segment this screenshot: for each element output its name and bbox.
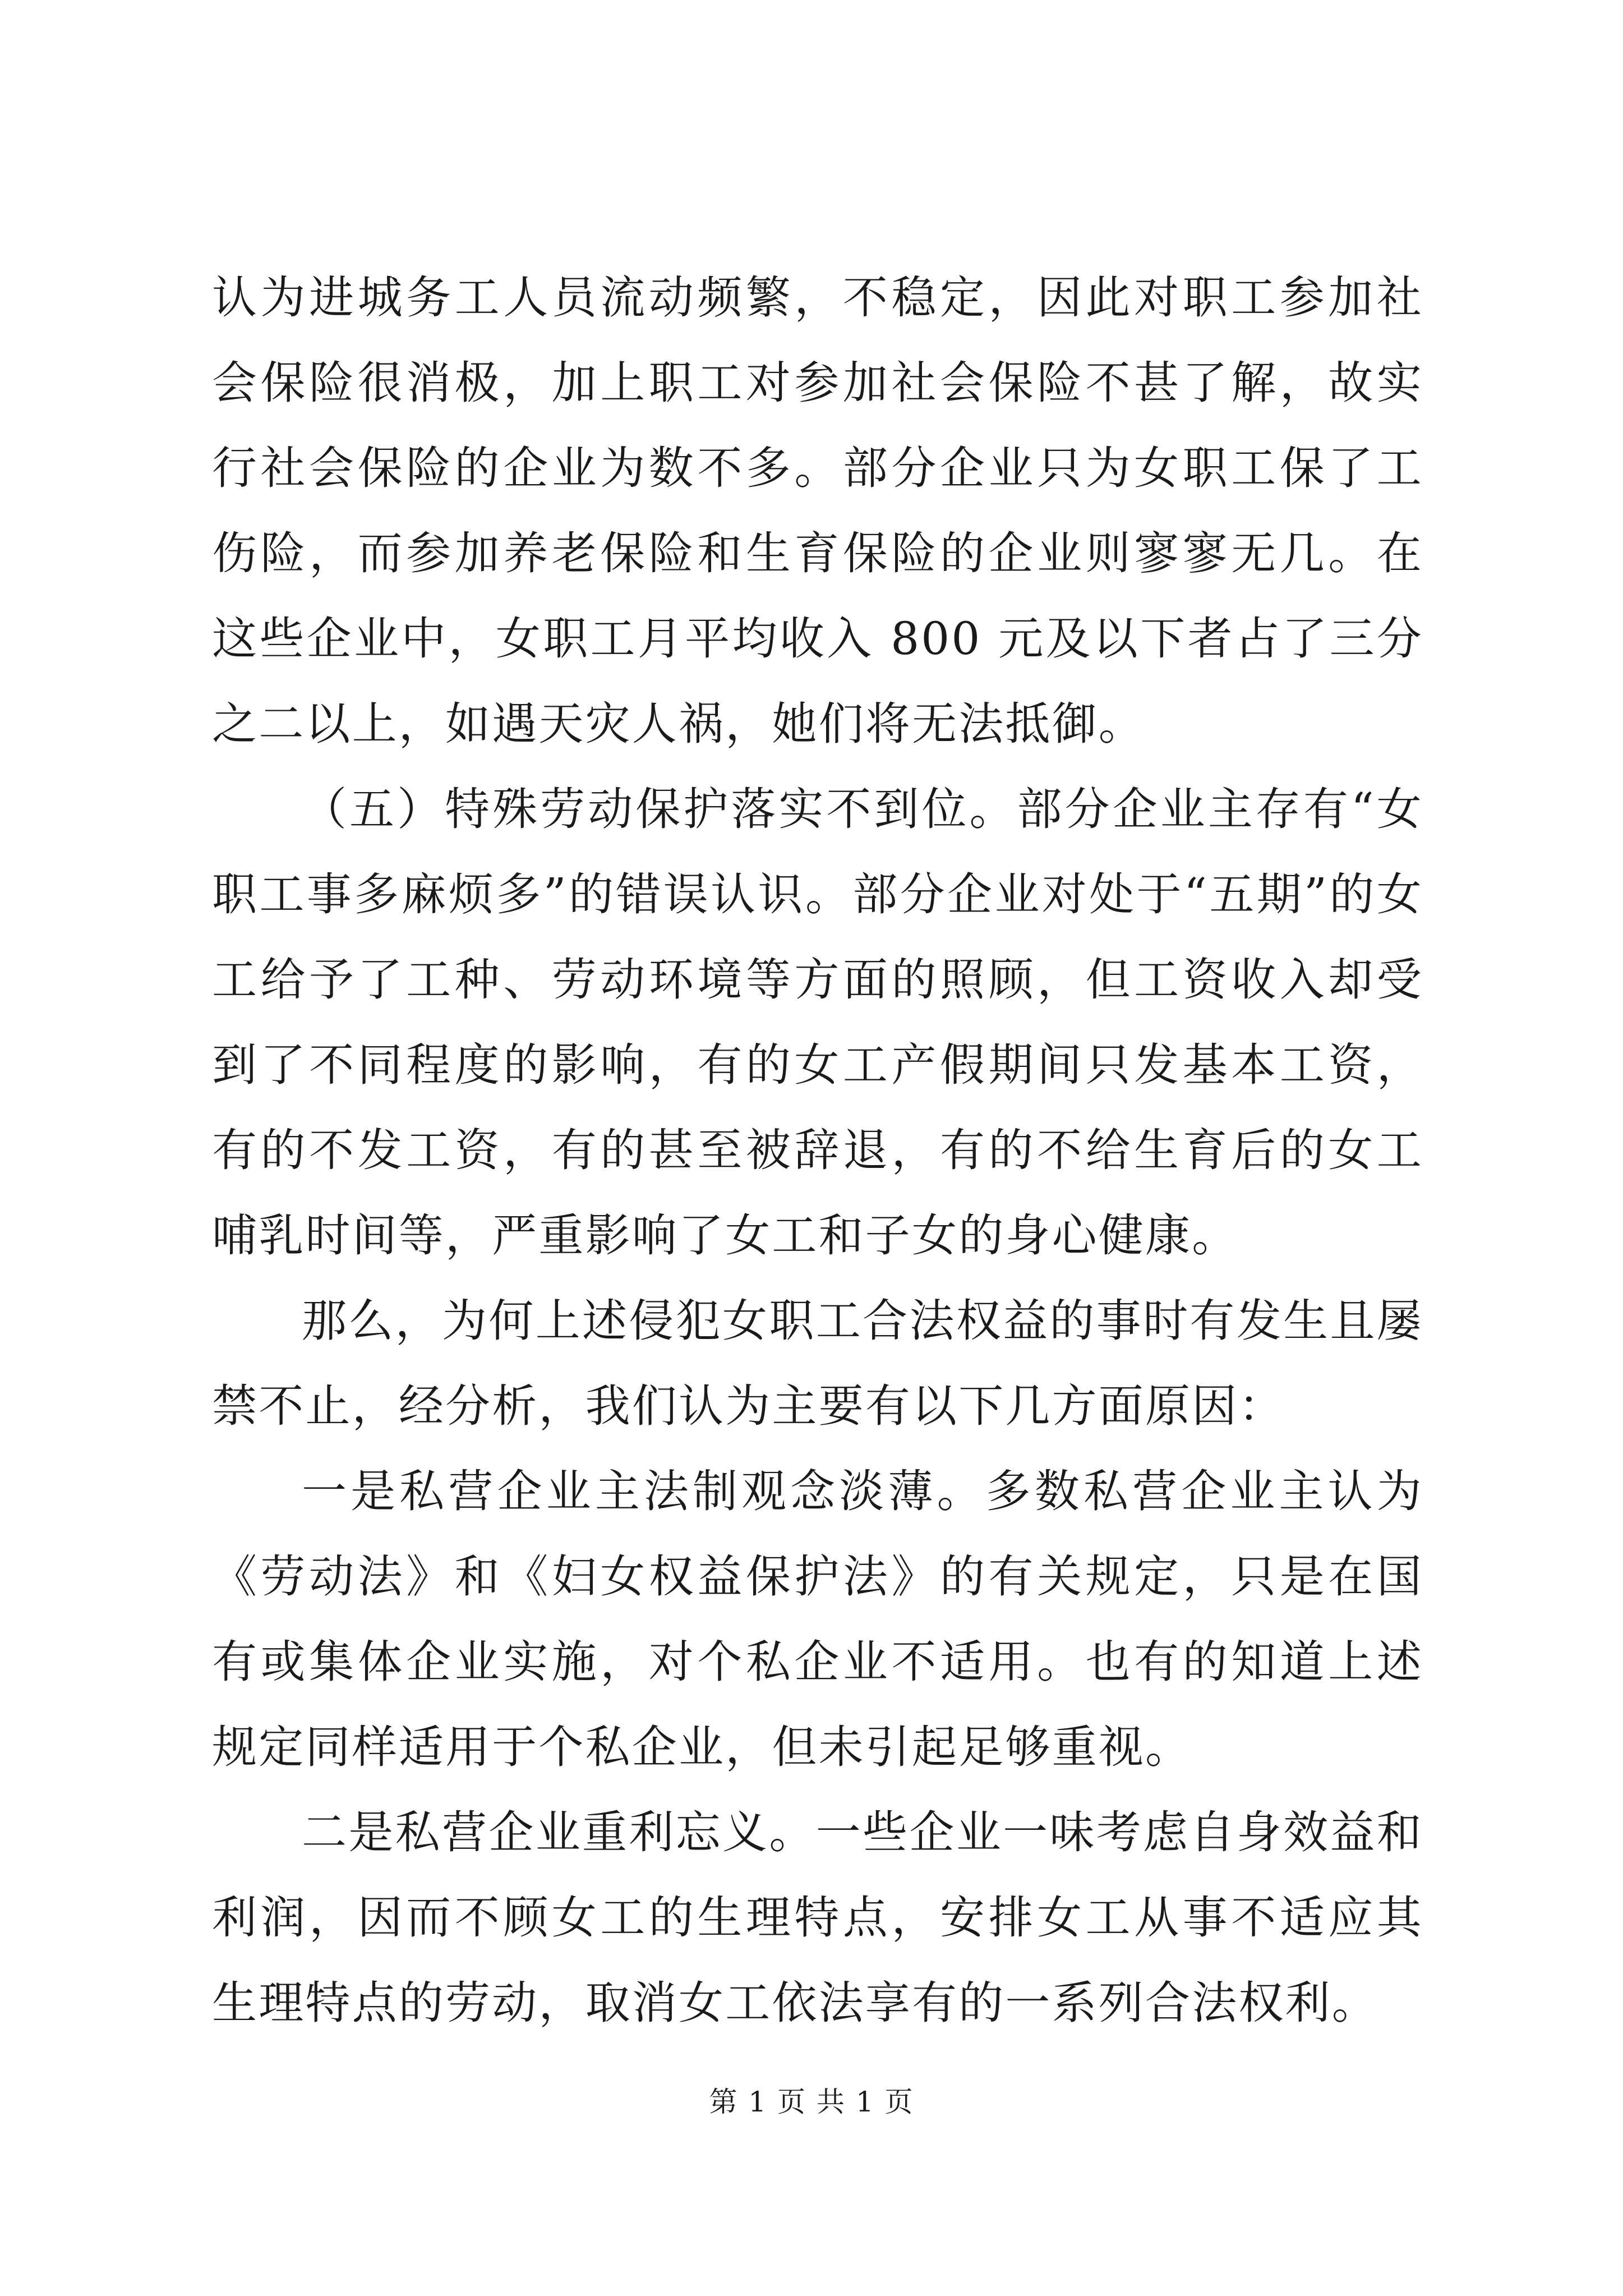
paragraph-reason-one: 一是私营企业主法制观念淡薄。多数私营企业主认为《劳动法》和《妇女权益保护法》的有关规定，只是在国有或集体企业实施，对个私企业不适用。也有的知道上述规定同样适用于个私企业，但未引起足够重视。 — [212, 1465, 1423, 1773]
paragraph-analysis-intro: 那么，为何上述侵犯女职工合法权益的事时有发生且屡禁不止，经分析，我们认为主要有以下几方面原因： — [212, 1295, 1423, 1432]
paragraph-labor-protection: （五）特殊劳动保护落实不到位。部分企业主存有“女职工事多麻烦多”的错误认识。部分企业对处于“五期”的女工给予了工种、劳动环境等方面的照顾，但工资收入却受到了不同程度的影响，有的女工产假期间只发基本工资，有的不发工资，有的甚至被辞退，有的不给生育后的女工哺乳时间等，严重影响了女工和子女的身心健康。 — [212, 783, 1423, 1262]
paragraph-social-insurance: 认为进城务工人员流动频繁，不稳定，因此对职工参加社会保险很消极，加上职工对参加社会保险不甚了解，故实行社会保险的企业为数不多。部分企业只为女职工保了工伤险，而参加养老保险和生育保险的企业则寥寥无几。在这些企业中，女职工月平均收入 800 元及以下者占了三分之二以上，如遇天灾人祸，她们将无法抵御。 — [212, 272, 1423, 750]
paragraph-reason-two: 二是私营企业重利忘义。一些企业一味考虑自身效益和利润，因而不顾女工的生理特点，安排女工从事不适应其生理特点的劳动，取消女工依法享有的一系列合法权利。 — [212, 1806, 1423, 2029]
document-body — [212, 255, 1423, 2046]
page-footer: 第 1 页 共 1 页 — [709, 2086, 914, 2118]
